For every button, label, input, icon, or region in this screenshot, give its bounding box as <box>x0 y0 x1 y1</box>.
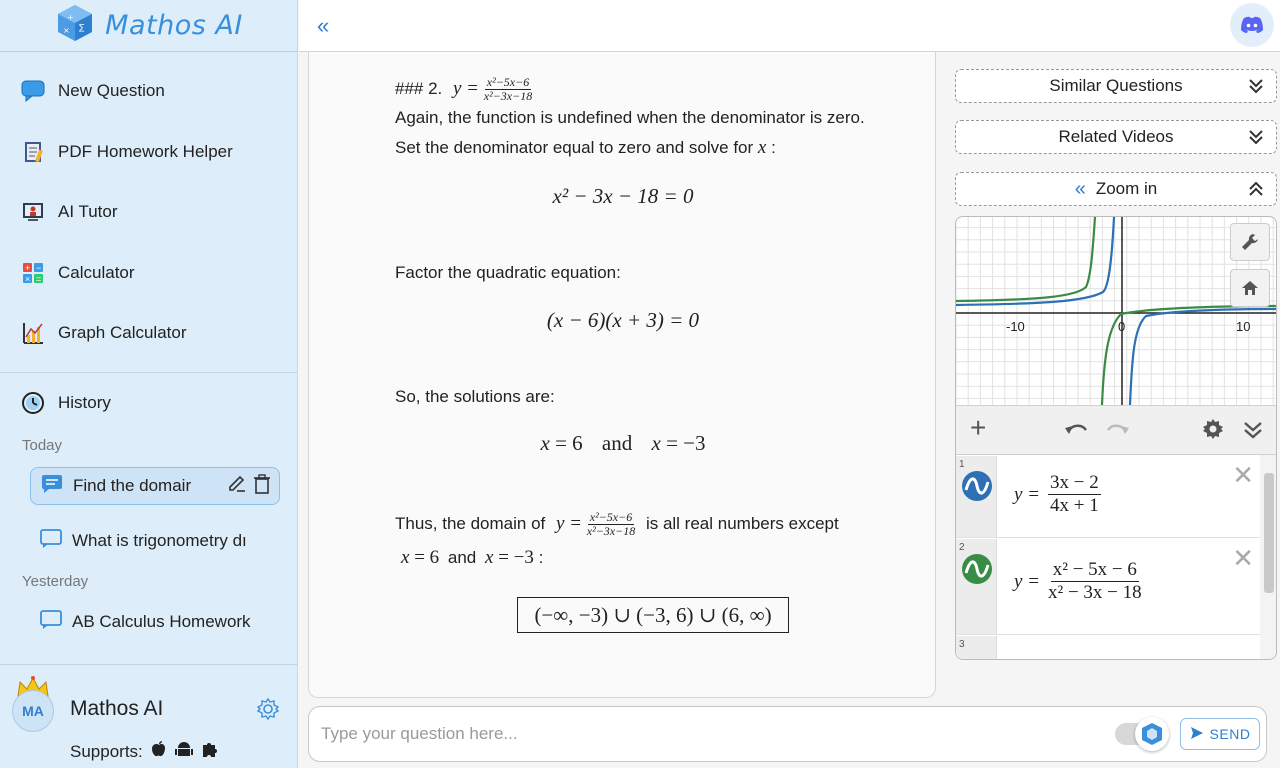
graph-plot[interactable] <box>956 217 1277 405</box>
question-input[interactable] <box>321 721 1081 747</box>
svg-text:+: + <box>25 263 31 273</box>
send-icon <box>1190 726 1204 743</box>
curve-2-right <box>1102 306 1277 405</box>
mathos-logo-icon <box>55 3 95 48</box>
expression-1: y = $\frac{3x - 2}{4x + 1}$ <box>1014 472 1099 516</box>
equation-text: x² − 3x − 18 = 0 <box>552 184 694 208</box>
svg-text:=: = <box>36 274 42 284</box>
wave-green-icon[interactable] <box>961 553 993 585</box>
history-item-ab-calculus[interactable] <box>30 603 280 641</box>
chevron-left-double-icon: « <box>1074 177 1086 200</box>
undo-icon[interactable] <box>1064 418 1090 445</box>
answer-line-1: Again, the function is undefined when the denominator is zero. <box>395 108 865 127</box>
history-clock-icon <box>20 390 46 416</box>
expression-2: y = $\frac{\text{x² − 5x − 6}}{\text{x² − 3x − 18}}$ <box>1014 559 1142 603</box>
chevron-down-icon <box>1248 127 1264 152</box>
top-bar <box>299 0 1280 52</box>
edit-icon[interactable] <box>227 474 247 499</box>
calculator-icon <box>20 260 46 286</box>
supports-label: Supports: <box>70 741 143 761</box>
equation-denominator <box>309 184 937 209</box>
heading-prefix: ### 2. <box>395 78 443 98</box>
apple-icon <box>151 740 167 763</box>
brand[interactable] <box>0 0 298 52</box>
factor-text: Factor the quadratic equation: <box>395 263 621 282</box>
expression-fraction <box>1048 472 1101 517</box>
message-icon <box>41 474 63 499</box>
expression-index: 2 <box>959 542 965 553</box>
history-item-trigonometry[interactable] <box>30 522 280 560</box>
nav-label: Calculator <box>58 263 135 282</box>
expression-row-3[interactable] <box>956 636 1262 660</box>
and-word: and <box>601 431 633 455</box>
expression-fraction <box>1048 559 1142 604</box>
axis-label: 0 <box>1118 319 1126 334</box>
wrench-icon[interactable] <box>1230 223 1270 261</box>
curve-1-right <box>1130 309 1277 405</box>
message-icon <box>40 529 62 554</box>
nav-new-question[interactable] <box>20 78 165 104</box>
add-expression-icon[interactable]: + <box>970 412 987 443</box>
settings-gear-icon[interactable] <box>1202 418 1224 445</box>
svg-text:∑: ∑ <box>79 23 85 32</box>
domain-prefix: Thus, the domain of <box>395 513 546 533</box>
history-item-find-domain[interactable] <box>30 467 280 505</box>
nav-calculator[interactable] <box>20 260 135 286</box>
svg-text:×: × <box>63 26 70 35</box>
answer-panel <box>308 52 936 698</box>
wave-blue-icon[interactable] <box>961 470 993 502</box>
zoom-in-button[interactable] <box>955 172 1277 206</box>
chat-bubble-icon <box>20 78 46 104</box>
brand-name: Mathos AI <box>105 10 243 41</box>
denominator: 4x + 1 <box>1050 495 1099 516</box>
scrollbar-thumb[interactable] <box>1264 473 1274 593</box>
question-input-bar <box>308 706 1267 762</box>
nav-label: Graph Calculator <box>58 323 187 342</box>
numerator: x² − 5x − 6 <box>1052 559 1137 580</box>
answer-line-2: Set the denominator equal to zero and solve for x : <box>395 137 776 158</box>
close-icon[interactable]: ✕ <box>1232 460 1254 490</box>
history-group-yesterday: Yesterday <box>22 573 89 590</box>
nav-graph-calculator[interactable] <box>20 320 187 346</box>
trash-icon[interactable] <box>253 474 271 499</box>
nav-label: New Question <box>58 81 165 100</box>
nav-ai-tutor[interactable] <box>20 199 118 225</box>
chevron-up-icon <box>1248 179 1264 204</box>
collapse-sidebar-icon[interactable]: « <box>317 13 330 38</box>
related-videos-label: Related Videos <box>1058 127 1174 146</box>
message-icon <box>40 610 62 635</box>
nav-label: AI Tutor <box>58 202 118 221</box>
hexagon-logo-icon <box>1135 717 1169 751</box>
teacher-icon <box>20 199 46 225</box>
domain-suffix: is all real numbers except <box>645 513 839 533</box>
supports-row <box>70 740 219 763</box>
related-videos-button[interactable] <box>955 120 1277 154</box>
axis-label: 10 <box>1236 319 1251 334</box>
expression-index: 3 <box>959 639 965 650</box>
user-name: Mathos AI <box>70 697 164 720</box>
expression-row-1[interactable] <box>956 456 1262 538</box>
settings-gear-icon[interactable] <box>257 698 279 725</box>
similar-questions-button[interactable] <box>955 69 1277 103</box>
sidebar <box>0 0 298 768</box>
numerator: 3x − 2 <box>1050 472 1099 493</box>
domain-statement: Thus, the domain of y = $\frac{\text{x²−5x−6}}{\text{x²−3x−18}}$ is all real numbers except <box>395 510 839 538</box>
domain-fraction: $\frac{\text{x²−5x−6}}{\text{x²−3x−18}}$ <box>586 510 636 538</box>
redo-icon[interactable] <box>1104 418 1130 445</box>
expression-scrollbar[interactable] <box>1260 455 1276 660</box>
svg-text:×: × <box>25 274 31 284</box>
answer-line-2-text: Set the denominator equal to zero and solve for <box>395 138 754 157</box>
send-button[interactable] <box>1180 718 1260 750</box>
expression-toolbar <box>956 405 1277 455</box>
svg-text:+: + <box>67 13 74 22</box>
domain-exceptions: x = 6 and x = −3 : <box>401 547 544 568</box>
equation-text: (x − 6)(x + 3) = 0 <box>546 308 700 332</box>
send-label: SEND <box>1209 726 1251 742</box>
close-icon[interactable]: ✕ <box>1232 543 1254 573</box>
nav-label: History <box>58 393 111 412</box>
discord-icon[interactable] <box>1230 3 1274 47</box>
history-group-today: Today <box>22 437 63 454</box>
history-item-actions <box>227 474 279 499</box>
final-answer: (−∞, −3) ∪ (−3, 6) ∪ (6, ∞) <box>534 602 772 627</box>
equation-solutions: x = 6 and x = −3 <box>540 431 706 455</box>
expression-row-2[interactable] <box>956 539 1262 635</box>
final-answer-box <box>517 597 789 633</box>
history-item-label: Find the domair <box>73 476 192 495</box>
avatar[interactable]: MA <box>12 690 54 732</box>
denominator: x² − 3x − 18 <box>1048 582 1142 603</box>
notebook-icon <box>20 139 46 165</box>
answer-heading: ### 2. y = $\frac{\text{x²−5x−6}}{\text{x²−3x−18}}$ <box>395 75 533 103</box>
nav-pdf-homework-helper[interactable] <box>20 139 233 165</box>
sidebar-divider <box>0 372 298 373</box>
and-word: and <box>447 548 477 567</box>
nav-history[interactable] <box>20 390 111 416</box>
history-item-label: AB Calculus Homework <box>72 612 251 631</box>
heading-fraction: $\frac{\text{x²−5x−6}}{\text{x²−3x−18}}$ <box>483 75 533 103</box>
graphing-calculator <box>955 216 1277 660</box>
zoom-in-label: Zoom in <box>1095 179 1158 198</box>
similar-questions-label: Similar Questions <box>1049 76 1183 95</box>
solutions-text: So, the solutions are: <box>395 387 555 406</box>
equation-factored <box>309 308 937 333</box>
history-item-label: What is trigonometry dı <box>72 531 247 550</box>
collapse-list-icon[interactable] <box>1242 418 1264 445</box>
nav-label: PDF Homework Helper <box>58 142 233 161</box>
chevron-down-icon <box>1248 76 1264 101</box>
graph-icon <box>20 320 46 346</box>
expression-index: 1 <box>959 459 965 470</box>
mode-toggle[interactable] <box>1115 723 1165 745</box>
home-icon[interactable] <box>1230 269 1270 307</box>
puzzle-extension-icon <box>201 740 219 763</box>
axis-label: -10 <box>1006 319 1025 334</box>
svg-text:−: − <box>36 263 42 273</box>
android-icon <box>175 740 193 763</box>
